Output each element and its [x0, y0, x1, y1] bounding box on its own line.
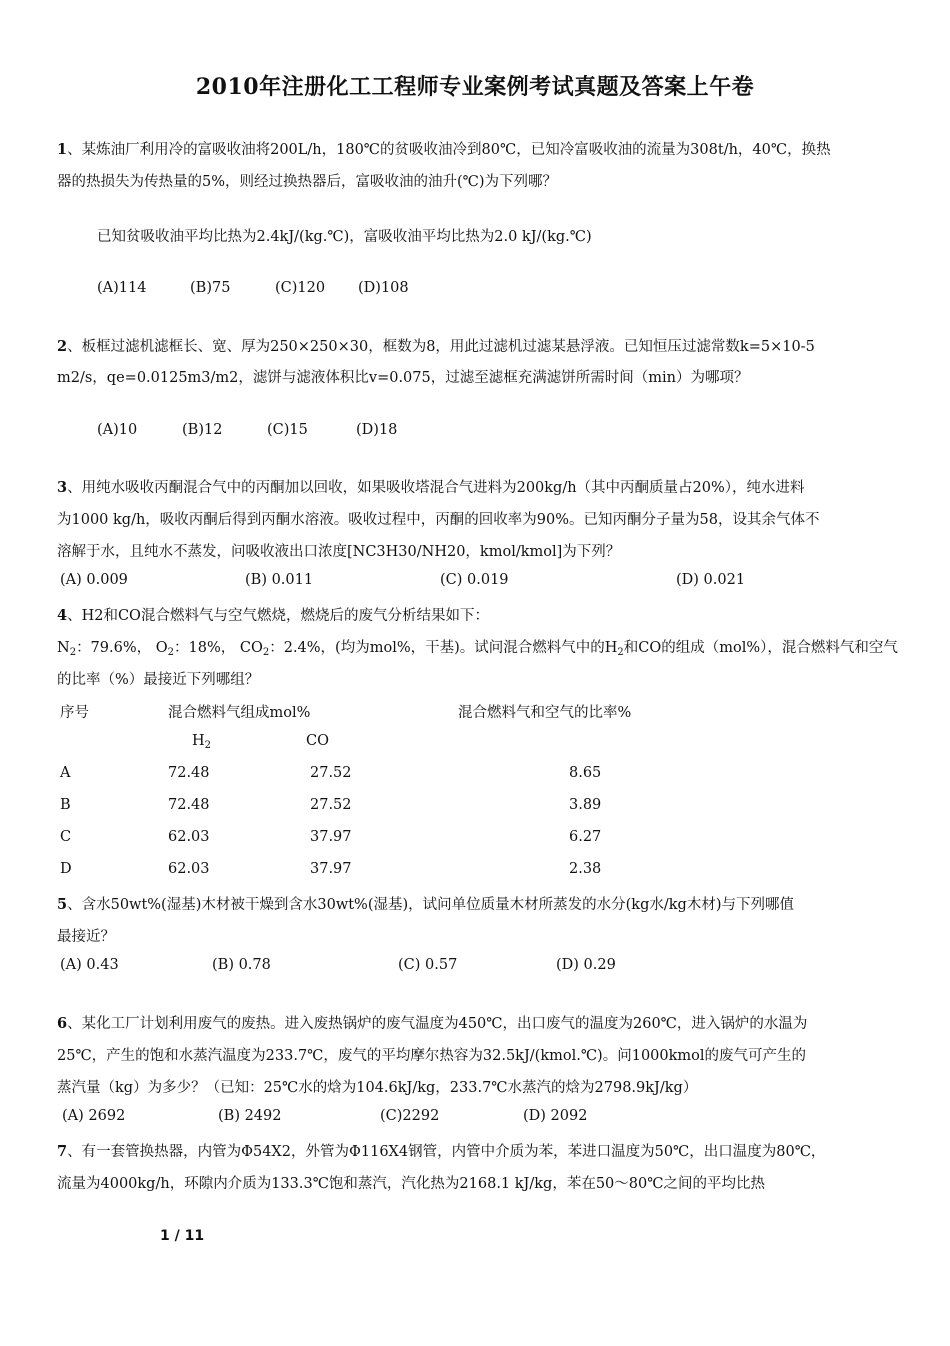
q5-option-a: (A) 0.43 — [60, 957, 119, 973]
q1-number: 1 — [57, 141, 68, 158]
q4-line1: 4、H2和CO混合燃料气与空气燃烧，燃烧后的废气分析结果如下： — [57, 607, 489, 624]
q4-number: 4 — [57, 607, 68, 624]
q1-option-d: (D)108 — [358, 280, 409, 296]
q4-line2: $N_2$：79.6%， $O_2$：18%， $CO_2$：2.4%，(均为mol%，干基)。试问混合燃料气中的$H_2$和CO的组成（mol%），混合燃料气和空气 — [57, 640, 898, 658]
q6-option-a: (A) 2692 — [62, 1108, 126, 1124]
table-row-label: D — [60, 861, 72, 877]
q3-option-b: (B) 0.011 — [245, 572, 314, 588]
q5-option-c: (C) 0.57 — [398, 957, 458, 973]
q6-option-d: (D) 2092 — [523, 1108, 588, 1124]
q2-option-a: (A)10 — [97, 422, 138, 438]
q5-option-d: (D) 0.29 — [556, 957, 616, 973]
q1-line2: 器的热损失为传热量的5%，则经过换热器后，富吸收油的油升(℃)为下列哪？ — [57, 174, 558, 190]
table-row-label: A — [60, 765, 71, 781]
table-row-label: B — [60, 797, 71, 813]
q6-option-c: (C)2292 — [380, 1108, 440, 1124]
q3-line3: 溶解于水，且纯水不蒸发，问吸收液出口浓度[NC3H30/NH20，kmol/kmol]为下列？ — [57, 544, 621, 560]
table-cell-ratio: 8.65 — [569, 765, 602, 781]
q5-line1: 5、含水50wt%(湿基)木材被干燥到含水30wt%(湿基)，试问单位质量木材所蒸发的水分(kg水/kg木材)与下列哪值 — [57, 896, 794, 913]
q7-line2: 流量为4000kg/h，环隙内介质为133.3℃饱和蒸汽，汽化热为2168.1 kJ/kg，苯在50～80℃之间的平均比热 — [57, 1176, 765, 1192]
table-header-ratio: 混合燃料气和空气的比率% — [458, 705, 632, 721]
table-cell-co: 27.52 — [310, 765, 352, 781]
q6-number: 6 — [57, 1015, 68, 1032]
table-subheader-co: CO — [306, 733, 329, 749]
table-cell-co: 37.97 — [310, 861, 352, 877]
table-header-composition: 混合燃料气组成mol% — [168, 705, 311, 721]
q3-line2: 为1000 kg/h，吸收丙酮后得到丙酮水溶液。吸收过程中，丙酮的回收率为90%。已知丙酮分子量为58，设其余气体不 — [57, 512, 820, 528]
q3-option-a: (A) 0.009 — [60, 572, 128, 588]
q5-option-b: (B) 0.78 — [212, 957, 271, 973]
q2-line2: m2/s，qe=0.0125m3/m2，滤饼与滤液体积比v=0.075，过滤至滤框充满滤饼所需时间（min）为哪项？ — [57, 370, 749, 386]
q1-option-c: (C)120 — [275, 280, 326, 296]
table-row-label: C — [60, 829, 72, 845]
table-header-no: 序号 — [60, 705, 89, 721]
q2-option-d: (D)18 — [356, 422, 398, 438]
q3-option-d: (D) 0.021 — [676, 572, 746, 588]
q3-number: 3 — [57, 479, 68, 496]
q7-number: 7 — [57, 1143, 68, 1160]
q3-line1: 3、用纯水吸收丙酮混合气中的丙酮加以回收，如果吸收塔混合气进料为200kg/h（其中丙酮质量占20%），纯水进料 — [57, 479, 805, 496]
table-cell-ratio: 2.38 — [569, 861, 602, 877]
table-cell-ratio: 3.89 — [569, 797, 602, 813]
q5-number: 5 — [57, 896, 68, 913]
table-subheader-h2: $H_2$ — [192, 733, 212, 751]
q6-line2: 25℃，产生的饱和水蒸汽温度为233.7℃，废气的平均摩尔热容为32.5kJ/(kmol.℃)。问1000kmol的废气可产生的 — [57, 1048, 807, 1064]
table-cell-h2: 72.48 — [168, 765, 210, 781]
table-cell-h2: 62.03 — [168, 861, 210, 877]
page-title: 2010年注册化工工程师专业案例考试真题及答案上午卷 — [195, 74, 755, 100]
table-cell-ratio: 6.27 — [569, 829, 602, 845]
q1-line1: 1、某炼油厂利用冷的富吸收油将200L/h，180℃的贫吸收油冷到80℃，已知冷富吸收油的流量为308t/h，40℃，换热 — [57, 141, 831, 158]
table-cell-h2: 72.48 — [168, 797, 210, 813]
table-cell-co: 27.52 — [310, 797, 352, 813]
q4-line3: 的比率（%）最接近下列哪组？ — [57, 672, 260, 688]
q2-line1: 2、板框过滤机滤框长、宽、厚为250×250×30，框数为8，用此过滤机过滤某悬浮液。已知恒压过滤常数k=5×10-5 — [57, 338, 815, 355]
q6-option-b: (B) 2492 — [218, 1108, 282, 1124]
q6-line1: 6、某化工厂计划利用废气的废热。进入废热锅炉的废气温度为450℃，出口废气的温度为260℃，进入锅炉的水温为 — [57, 1015, 808, 1032]
table-cell-co: 37.97 — [310, 829, 352, 845]
q6-line3: 蒸汽量（kg）为多少？（已知：25℃水的焓为104.6kJ/kg，233.7℃水蒸汽的焓为2798.9kJ/kg） — [57, 1080, 698, 1096]
q7-line1: 7、有一套管换热器，内管为Φ54X2，外管为Φ116X4钢管，内管中介质为苯，苯进口温度为50℃，出口温度为80℃， — [57, 1143, 826, 1160]
q2-option-c: (C)15 — [267, 422, 308, 438]
q1-note: 已知贫吸收油平均比热为2.4kJ/(kg.℃)，富吸收油平均比热为2.0 kJ/(kg.℃) — [97, 229, 592, 245]
q2-option-b: (B)12 — [182, 422, 223, 438]
table-cell-h2: 62.03 — [168, 829, 210, 845]
q1-option-a: (A)114 — [97, 280, 147, 296]
q5-line2: 最接近？ — [57, 929, 115, 945]
q2-number: 2 — [57, 338, 68, 355]
q3-option-c: (C) 0.019 — [440, 572, 509, 588]
page-number: 1 / 11 — [160, 1228, 205, 1244]
q1-option-b: (B)75 — [190, 280, 231, 296]
